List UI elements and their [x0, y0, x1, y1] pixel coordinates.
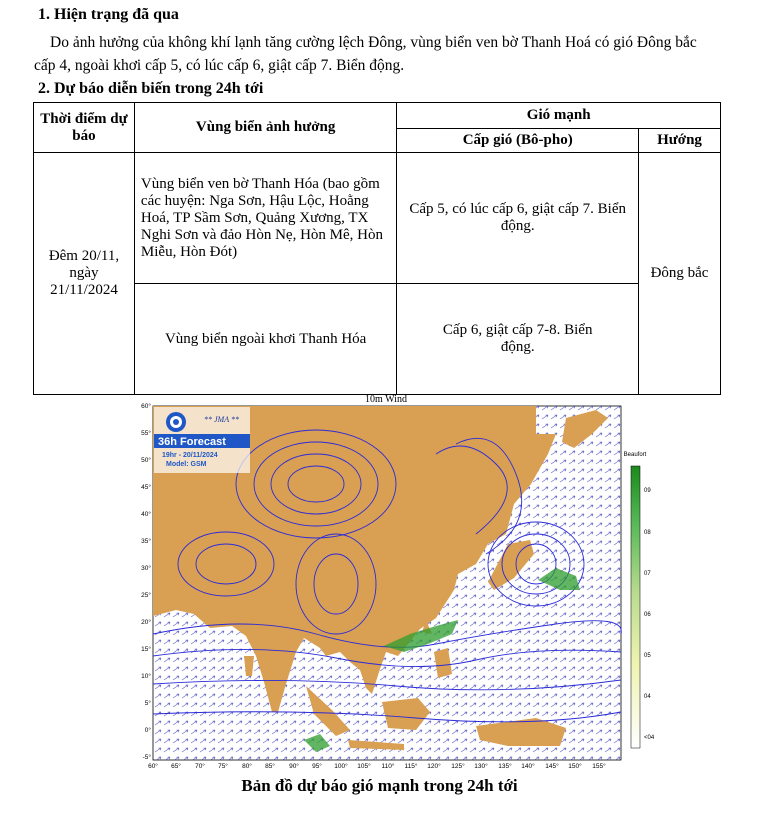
latitude-labels — [141, 402, 151, 761]
lon-label: 110° — [381, 763, 395, 770]
lon-label: 100° — [334, 763, 348, 770]
scale-title: Beaufort — [623, 452, 647, 458]
lon-label: 150° — [568, 763, 582, 770]
header-direction: Hướng — [639, 129, 721, 153]
section2-heading: 2. Dự báo diễn biến trong 24h tới — [38, 80, 264, 97]
scale-label: 08 — [644, 530, 651, 536]
lon-label: 140° — [521, 763, 535, 770]
scale-label: 04 — [644, 694, 651, 700]
lat-label: 20° — [141, 619, 151, 626]
lat-label: 60° — [141, 403, 151, 410]
forecast-table — [33, 102, 721, 395]
area-cell: Vùng biển ngoài khơi Thanh Hóa — [134, 284, 396, 395]
lat-label: 55° — [141, 430, 151, 437]
lat-label: -5° — [142, 754, 151, 761]
section1-heading: 1. Hiện trạng đã qua — [38, 6, 179, 23]
scale-label: 07 — [644, 571, 651, 577]
forecast-label: 36h Forecast — [158, 436, 226, 448]
lon-label: 120° — [427, 763, 441, 770]
lat-label: 45° — [141, 484, 151, 491]
lon-label: 70° — [195, 763, 205, 770]
lon-label: 125° — [451, 763, 465, 770]
lat-label: 15° — [141, 646, 151, 653]
lon-label: 75° — [218, 763, 228, 770]
lat-label: 0° — [144, 727, 151, 734]
lon-label: 145° — [545, 763, 559, 770]
lat-label: 10° — [141, 673, 151, 680]
beaufort-scale — [624, 452, 655, 748]
model-label: Model: GSM — [166, 461, 207, 468]
lon-label: 80° — [242, 763, 252, 770]
map-caption: Bản đồ dự báo gió mạnh trong 24h tới — [241, 776, 518, 795]
lon-label: 155° — [592, 763, 606, 770]
lon-label: 90° — [289, 763, 299, 770]
level-cell: Cấp 5, có lúc cấp 6, giật cấp 7. Biển động. — [397, 153, 639, 284]
scale-label: 09 — [644, 488, 651, 494]
scale-label: 06 — [644, 612, 651, 618]
jma-logo-block — [154, 407, 250, 473]
lon-label: 85° — [265, 763, 275, 770]
valid-time-label: 19hr - 20/11/2024 — [162, 452, 218, 459]
longitude-labels — [148, 762, 606, 770]
lat-label: 5° — [144, 700, 151, 707]
lat-label: 30° — [141, 565, 151, 572]
header-area: Vùng biển ảnh hưởng — [134, 103, 396, 153]
lat-label: 40° — [141, 511, 151, 518]
lon-label: 65° — [171, 763, 181, 770]
area-cell: Vùng biển ven bờ Thanh Hóa (bao gồm các huyện: Nga Sơn, Hậu Lộc, Hoằng Hoá, TP Sầm Sơn, Quảng Xương, TX Nghi Sơn và đảo Hòn Nẹ, Hòn Mê, Hòn Miễu, Hòn Đót) — [134, 153, 396, 284]
lon-label: 115° — [404, 763, 418, 770]
scale-label: 05 — [644, 653, 651, 659]
lon-label: 105° — [357, 763, 371, 770]
lon-label: 130° — [474, 763, 488, 770]
level-cell: Cấp 6, giật cấp 7-8. Biển động. — [397, 284, 639, 395]
lon-label: 95° — [312, 763, 322, 770]
wind-forecast-map — [136, 394, 655, 770]
direction-cell: Đông bắc — [639, 153, 721, 395]
header-wind: Gió mạnh — [397, 103, 721, 129]
agency-label: ** JMA ** — [204, 415, 239, 424]
forecast-time-cell: Đêm 20/11, ngày 21/11/2024 — [34, 153, 135, 395]
lat-label: 25° — [141, 592, 151, 599]
lat-label: 50° — [141, 457, 151, 464]
lon-label: 135° — [498, 763, 512, 770]
map-title: 10m Wind — [365, 394, 407, 405]
header-time: Thời điểm dự báo — [34, 103, 135, 153]
scale-label: <04 — [644, 735, 655, 741]
lon-label: 60° — [148, 763, 158, 770]
lat-label: 35° — [141, 538, 151, 545]
current-status-paragraph: Do ảnh hưởng của không khí lạnh tăng cường lệch Đông, vùng biển ven bờ Thanh Hoá có gió Đông bắc cấp 4, ngoài khơi cấp 5, có lúc cấp 6, giật cấp 7. Biển động. — [34, 34, 697, 74]
header-level: Cấp gió (Bô-pho) — [397, 129, 639, 153]
